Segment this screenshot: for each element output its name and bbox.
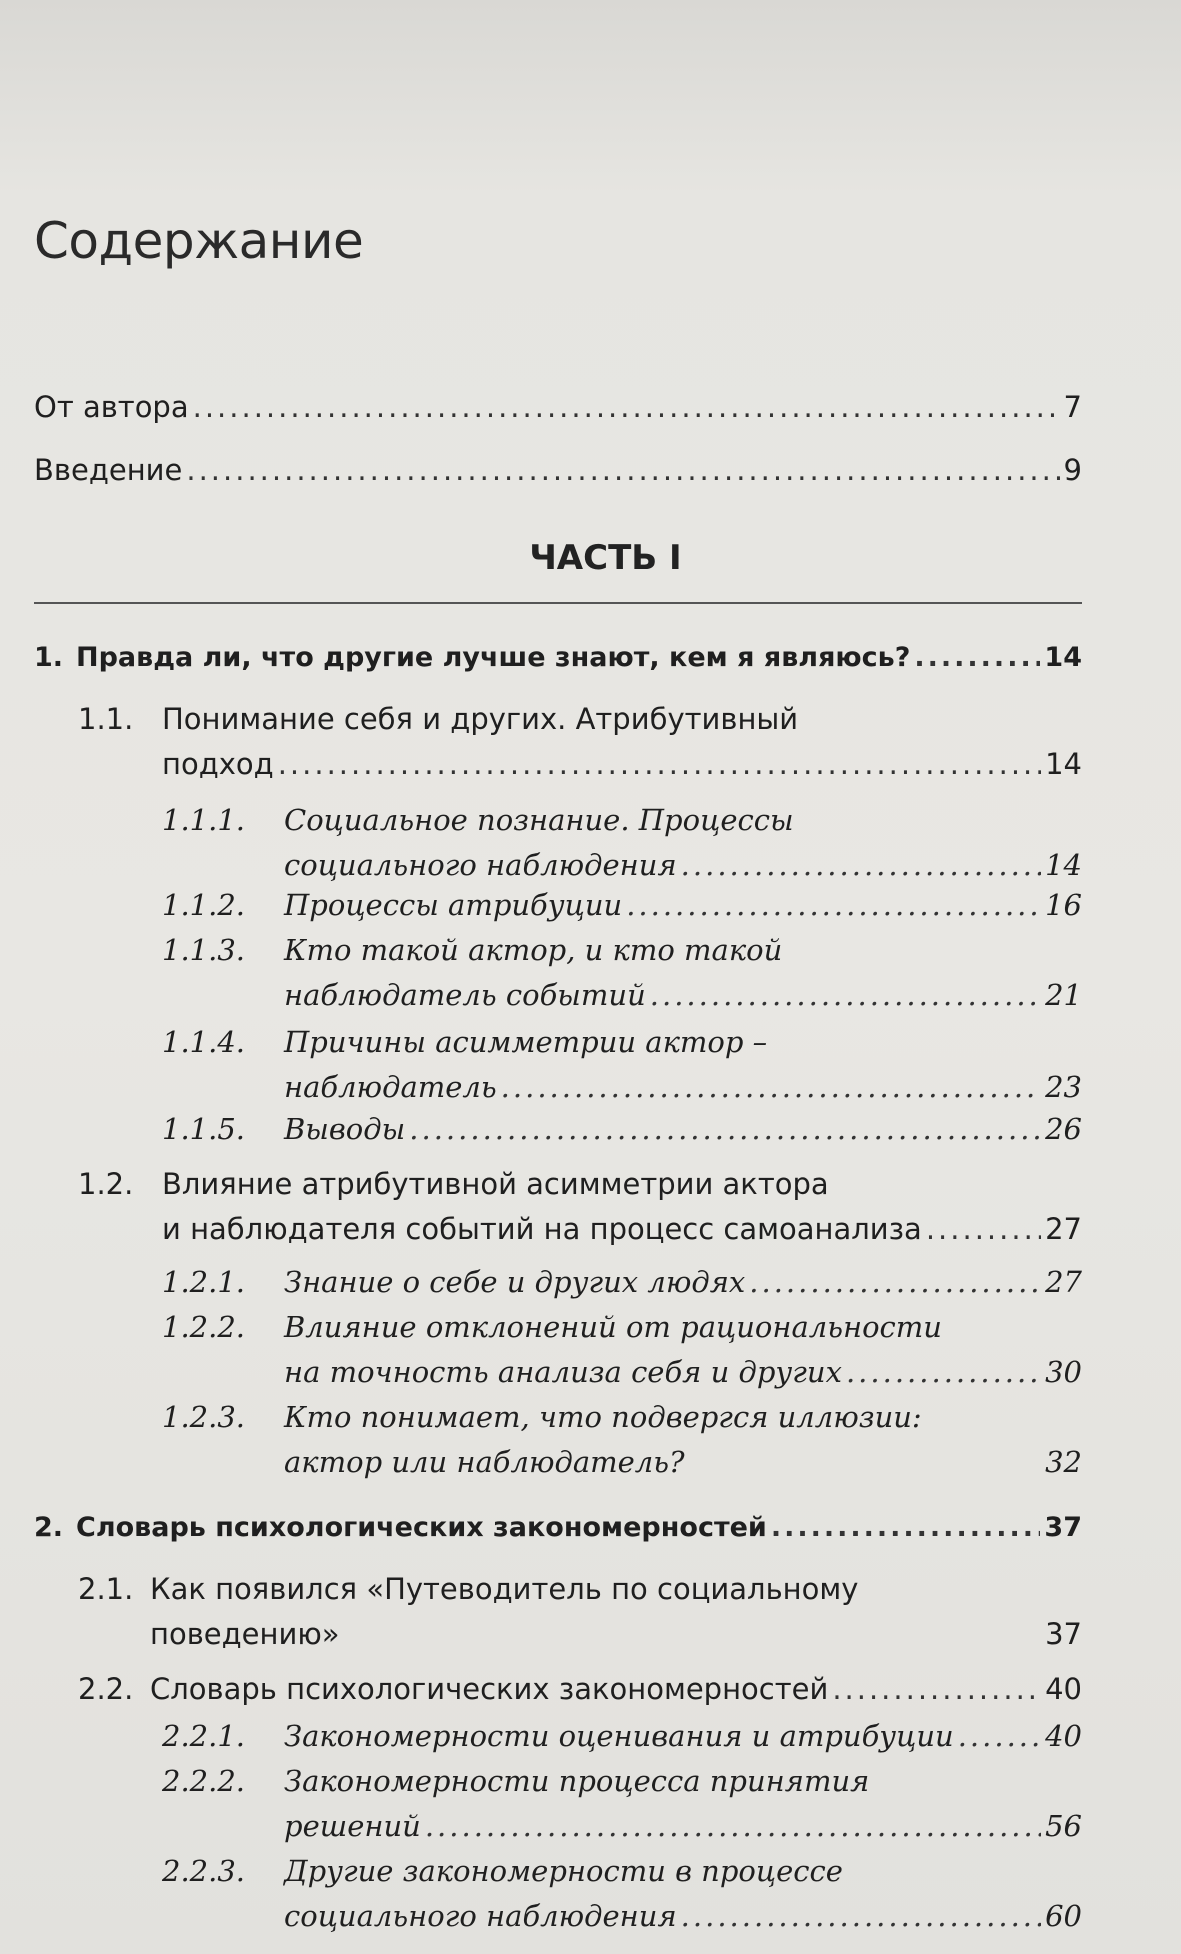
subsection-title-line1: Закономерности процесса принятия [284,1764,870,1798]
subsection-number: 1.2.1. [162,1265,246,1299]
part-title: ЧАСТЬ I [529,538,682,578]
toc-entry-from-author[interactable] [34,390,1082,424]
leader-dots [501,1070,1041,1104]
subsection-title-line1: Процессы атрибуции [284,888,623,922]
toc-entry-introduction[interactable] [34,453,1082,487]
leader-dots [846,1355,1041,1389]
leader-dots [193,390,1060,424]
subsection-page: 14 [1045,848,1082,882]
subsection-title-line2: социального наблюдения [284,848,677,882]
section-page: 14 [1045,747,1082,781]
leader-dots [749,1265,1041,1299]
toc-entry-page: 7 [1063,390,1082,424]
toc-entry-title: От автора [34,390,189,424]
subsection-page: 30 [1045,1355,1082,1389]
section-number: 2.2. [78,1672,134,1706]
subsection-title-line2: решений [284,1809,421,1843]
section-title-line2: поведению» [150,1617,340,1651]
subsection-title-line1: Кто понимает, что подвергся иллюзии: [284,1400,922,1434]
section-title-line2: и наблюдателя событий на процесс самоанализа [162,1212,922,1246]
subsection-page: 21 [1045,978,1082,1012]
subsection-page: 26 [1045,1112,1082,1146]
subsection-number: 1.1.2. [162,888,246,922]
chapter-page: 14 [1044,642,1082,673]
leader-dots [681,848,1041,882]
subsection-page: 27 [1045,1265,1082,1299]
toc-chapter-1[interactable] [34,642,1082,673]
subsection-number: 2.2.3. [162,1854,246,1888]
chapter-number: 1. [34,642,64,673]
subsection-title-line2: наблюдатель [284,1070,497,1104]
chapter-title: Правда ли, что другие лучше знают, кем я являюсь? [76,642,911,673]
page-title: Содержание [34,212,364,270]
section-page: 27 [1045,1212,1082,1246]
subsection-title-line1: Кто такой актор, и кто такой [284,933,783,967]
chapter-number: 2. [34,1512,64,1543]
section-title-line1: Понимание себя и других. Атрибутивный [162,702,799,736]
subsection-number: 1.1.5. [162,1112,246,1146]
subsection-title-line2: актор или наблюдатель? [284,1445,685,1479]
leader-dots [771,1512,1041,1543]
leader-dots [914,642,1040,673]
divider [34,602,1082,604]
leader-dots [425,1809,1041,1843]
section-number: 2.1. [78,1572,134,1606]
subsection-page: 56 [1045,1809,1082,1843]
subsection-title-line1: Влияние отклонений от рациональности [284,1310,942,1344]
subsection-number: 1.1.3. [162,933,246,967]
section-number: 1.2. [78,1167,134,1201]
subsection-title-line2: социального наблюдения [284,1899,677,1933]
subsection-number: 1.2.2. [162,1310,246,1344]
leader-dots [926,1212,1041,1246]
leader-dots [626,888,1041,922]
leader-dots [186,453,1059,487]
subsection-page: 40 [1045,1719,1082,1753]
subsection-title-line1: Причины асимметрии актор – [284,1025,768,1059]
subsection-title-line2: наблюдатель событий [284,978,646,1012]
toc-entry-title: Введение [34,453,183,487]
subsection-title-line1: Другие закономерности в процессе [284,1854,843,1888]
subsection-number: 1.2.3. [162,1400,246,1434]
section-title-line1: Влияние атрибутивной асимметрии актора [162,1167,829,1201]
chapter-page: 37 [1044,1512,1082,1543]
toc-chapter-2[interactable] [34,1512,1082,1543]
section-number: 1.1. [78,702,134,736]
section-title-line1: Словарь психологических закономерностей [150,1672,829,1706]
section-page: 37 [1045,1617,1082,1651]
section-title-line1: Как появился «Путеводитель по социальному [150,1572,859,1606]
subsection-title-line1: Закономерности оценивания и атрибуции [284,1719,954,1753]
leader-dots [409,1112,1041,1146]
subsection-number: 1.1.1. [162,803,246,837]
leader-dots [958,1719,1041,1753]
leader-dots [650,978,1041,1012]
section-page: 40 [1045,1672,1082,1706]
subsection-page: 16 [1045,888,1082,922]
leader-dots [278,747,1041,781]
subsection-number: 1.1.4. [162,1025,246,1059]
subsection-page: 32 [1045,1445,1082,1479]
subsection-page: 23 [1045,1070,1082,1104]
leader-dots [681,1899,1041,1933]
subsection-title-line1: Знание о себе и других людях [284,1265,746,1299]
toc-entry-page: 9 [1063,453,1082,487]
leader-dots [832,1672,1041,1706]
subsection-number: 2.2.2. [162,1764,246,1798]
chapter-title: Словарь психологических закономерностей [76,1512,767,1543]
subsection-page: 60 [1045,1899,1082,1933]
section-title-line2: подход [162,747,274,781]
subsection-number: 2.2.1. [162,1719,246,1753]
subsection-title-line2: на точность анализа себя и других [284,1355,842,1389]
subsection-title-line1: Социальное познание. Процессы [284,803,794,837]
subsection-title-line1: Выводы [284,1112,406,1146]
